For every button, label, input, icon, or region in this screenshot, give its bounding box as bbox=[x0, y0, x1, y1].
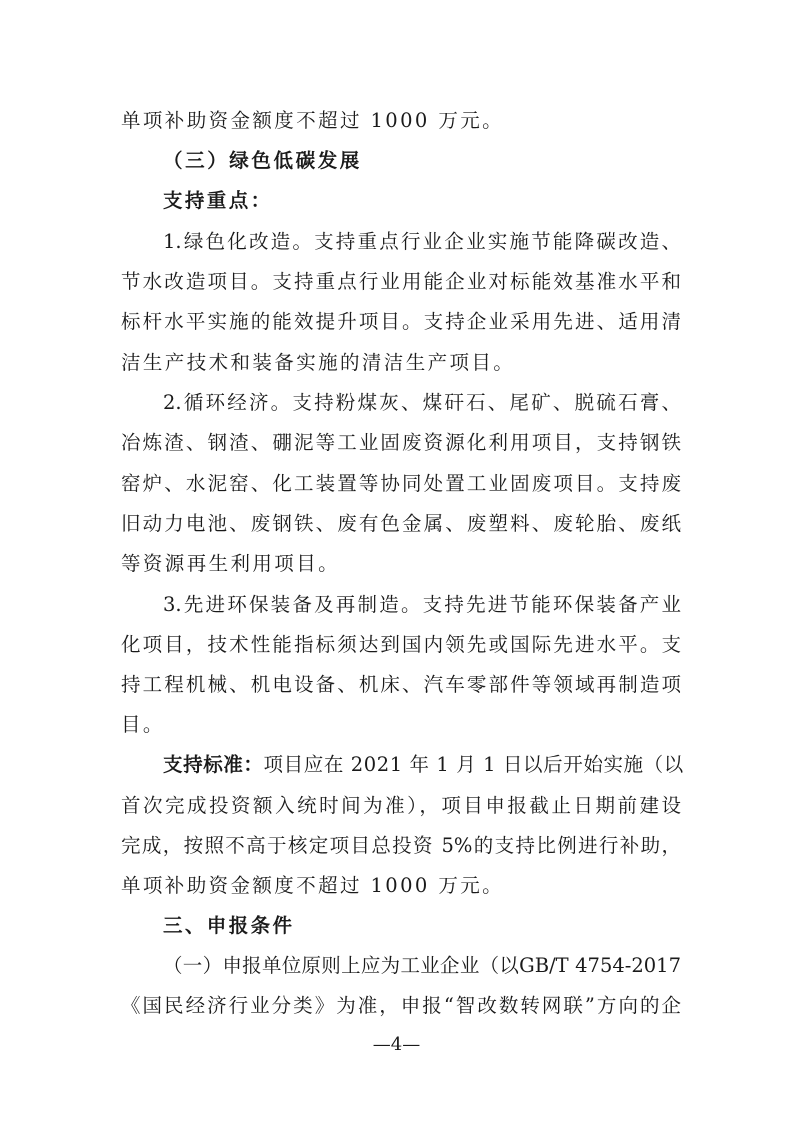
support-focus-heading: 支持重点： bbox=[163, 189, 273, 212]
paragraph-line: 完成，按照不高于核定项目总投资 5%的支持比例进行补助， bbox=[121, 834, 681, 857]
section-heading-green-low-carbon: （三）绿色低碳发展 bbox=[163, 149, 362, 172]
paragraph-line: 标杆水平实施的能效提升项目。支持企业采用先进、适用清 bbox=[121, 310, 681, 333]
paragraph-line: 目。 bbox=[121, 713, 165, 736]
support-standard-line bbox=[163, 745, 684, 785]
paragraph-line: 单项补助资金额度不超过 1000 万元。 bbox=[121, 109, 505, 132]
paragraph-line: 旧动力电池、废钢铁、废有色金属、废塑料、废轮胎、废纸 bbox=[121, 512, 681, 535]
paragraph-line: （一）申报单位原则上应为工业企业（以GB/T 4754-2017 bbox=[163, 954, 681, 977]
paragraph-line: 3.先进环保装备及再制造。支持先进节能环保装备产业 bbox=[163, 593, 681, 616]
paragraph-line: 等资源再生利用项目。 bbox=[121, 552, 341, 575]
paragraph-line: 冶炼渣、钢渣、硼泥等工业固废资源化利用项目，支持钢铁 bbox=[121, 431, 681, 454]
paragraph-line: 化项目，技术性能指标须达到国内领先或国际先进水平。支 bbox=[121, 633, 681, 656]
paragraph-line: 2.循环经济。支持粉煤灰、煤矸石、尾矿、脱硫石膏、 bbox=[163, 391, 681, 414]
paragraph-line: 单项补助资金额度不超过 1000 万元。 bbox=[121, 874, 505, 897]
paragraph-line: 洁生产技术和装备实施的清洁生产项目。 bbox=[121, 351, 516, 374]
paragraph-line: 节水改造项目。支持重点行业用能企业对标能效基准水平和 bbox=[121, 270, 681, 293]
paragraph-line: 首次完成投资额入统时间为准），项目申报截止日期前建设 bbox=[121, 794, 681, 817]
paragraph-line: 持工程机械、机电设备、机床、汽车零部件等领域再制造项 bbox=[121, 673, 681, 696]
paragraph-line: 窑炉、水泥窑、化工装置等协同处置工业固废项目。支持废 bbox=[121, 472, 681, 495]
support-standard-label: 支持标准： bbox=[163, 753, 264, 776]
paragraph-line: 1.绿色化改造。支持重点行业企业实施节能降碳改造、 bbox=[163, 230, 681, 253]
section-heading-application-conditions: 三、申报条件 bbox=[163, 914, 295, 937]
support-standard-text: 项目应在 2021 年 1 月 1 日以后开始实施（以 bbox=[263, 753, 684, 776]
paragraph-line: 《国民经济行业分类》为准，申报“智改数转网联”方向的企 bbox=[121, 994, 681, 1017]
page-number: —4— bbox=[372, 1034, 421, 1055]
